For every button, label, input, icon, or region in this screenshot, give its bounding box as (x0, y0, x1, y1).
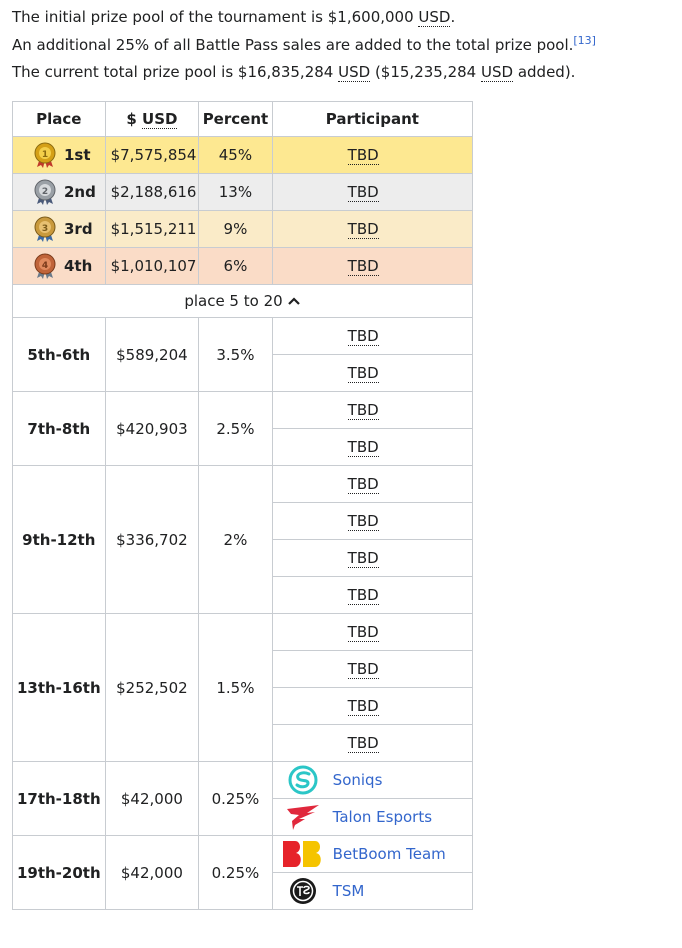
place-cell (13, 174, 106, 211)
tbd-link[interactable]: TBD (347, 364, 379, 382)
percent-cell: 0.25% (199, 836, 272, 910)
expand-toggle-cell (13, 285, 473, 318)
reference-link[interactable]: [13] (573, 33, 596, 47)
gold-medal-icon (32, 142, 58, 168)
place-cell: 19th-20th (13, 836, 106, 910)
intro-text: An additional 25% of all Battle Pass sales are added to the total prize pool. (12, 35, 574, 54)
usd-cell: $1,515,211 (105, 211, 199, 248)
tbd-link[interactable]: TBD (347, 475, 379, 493)
usd-cell: $2,188,616 (105, 174, 199, 211)
tbd-link[interactable]: TBD (347, 327, 379, 345)
header-place: Place (13, 102, 106, 137)
usd-prefix: $ (126, 110, 143, 128)
percent-cell: 9% (199, 211, 272, 248)
team-link-soniqs[interactable]: Soniqs (332, 771, 383, 789)
table-row-19th-20th (13, 836, 473, 873)
participant-cell (272, 174, 472, 211)
participant-cell (272, 799, 472, 836)
table-row-3rd (13, 211, 473, 248)
table-row-7th-8th (13, 392, 473, 429)
place-cell: 13th-16th (13, 614, 106, 762)
place-label: 2nd (64, 183, 96, 201)
usd-abbr: USD (142, 110, 178, 128)
team-link-talon-esports[interactable]: Talon Esports (332, 808, 433, 826)
participant-cell (272, 577, 472, 614)
table-row-5th-6th (13, 318, 473, 355)
participant-cell (272, 466, 472, 503)
percent-cell: 45% (199, 137, 272, 174)
tsm-logo-icon[interactable] (273, 876, 333, 906)
participant-cell (272, 392, 472, 429)
place-label: 3rd (64, 220, 93, 238)
participant-cell (272, 651, 472, 688)
silver-medal-icon (32, 179, 58, 205)
header-participant: Participant (272, 102, 472, 137)
soniqs-logo-icon[interactable] (273, 765, 333, 795)
usd-cell: $420,903 (105, 392, 199, 466)
svg-text:4: 4 (41, 261, 49, 271)
tbd-link[interactable]: TBD (347, 586, 379, 604)
place-cell: 9th-12th (13, 466, 106, 614)
usd-cell: $7,575,854 (105, 137, 199, 174)
tbd-link[interactable]: TBD (347, 512, 379, 530)
collapse-places-toggle[interactable] (184, 292, 300, 310)
tbd-link[interactable]: TBD (347, 623, 379, 641)
usd-cell: $42,000 (105, 836, 199, 910)
intro-text: The initial prize pool of the tournament is $1,600,000 (12, 8, 419, 26)
percent-cell: 2% (199, 466, 272, 614)
tbd-link[interactable]: TBD (347, 401, 379, 419)
table-header-row (13, 102, 473, 137)
usd-cell: $1,010,107 (105, 248, 199, 285)
intro-text: The current total prize pool is $16,835,284 (12, 63, 339, 81)
betboom-logo-icon[interactable] (273, 839, 333, 869)
svg-text:2: 2 (41, 187, 49, 197)
percent-cell: 1.5% (199, 614, 272, 762)
usd-abbr: USD (481, 63, 514, 81)
team-link-tsm[interactable]: TSM (332, 882, 365, 900)
place-cell (13, 137, 106, 174)
participant-cell (272, 248, 472, 285)
participant-cell (272, 137, 472, 174)
tbd-link[interactable]: TBD (347, 734, 379, 752)
percent-cell: 13% (199, 174, 272, 211)
place-cell: 7th-8th (13, 392, 106, 466)
usd-cell: $589,204 (105, 318, 199, 392)
place-label: 4th (64, 257, 93, 275)
tbd-link[interactable]: TBD (347, 549, 379, 567)
participant-cell (272, 688, 472, 725)
copper-medal-icon (32, 253, 58, 279)
usd-abbr: USD (418, 8, 451, 26)
toggle-label: place 5 to 20 (184, 292, 283, 310)
tbd-link[interactable]: TBD (347, 183, 379, 201)
prize-pool-intro (0, 0, 682, 87)
tbd-link[interactable]: TBD (347, 438, 379, 456)
svg-text:1: 1 (41, 150, 49, 160)
expand-toggle-row (13, 285, 473, 318)
intro-line-initial (12, 4, 682, 32)
bronze-medal-icon (32, 216, 58, 242)
table-row-1st (13, 137, 473, 174)
participant-cell (272, 836, 472, 873)
table-row-9th-12th (13, 466, 473, 503)
svg-text:3: 3 (41, 224, 49, 234)
intro-line-current-total (12, 59, 682, 87)
usd-abbr: USD (338, 63, 371, 81)
percent-cell: 0.25% (199, 762, 272, 836)
chevron-up-icon (287, 296, 301, 306)
percent-cell: 6% (199, 248, 272, 285)
place-cell (13, 211, 106, 248)
usd-cell: $252,502 (105, 614, 199, 762)
place-cell: 5th-6th (13, 318, 106, 392)
participant-cell (272, 429, 472, 466)
participant-cell (272, 318, 472, 355)
intro-text: added). (513, 63, 576, 81)
percent-cell: 2.5% (199, 392, 272, 466)
team-link-betboom-team[interactable]: BetBoom Team (332, 845, 446, 863)
prize-pool-table (12, 101, 473, 910)
intro-line-battle-pass (12, 32, 682, 60)
tbd-link[interactable]: TBD (347, 257, 379, 275)
participant-cell (272, 614, 472, 651)
tbd-link[interactable]: TBD (347, 146, 379, 164)
table-row-13th-16th (13, 614, 473, 651)
participant-cell (272, 873, 472, 910)
participant-cell (272, 211, 472, 248)
participant-cell (272, 762, 472, 799)
intro-text: . (450, 8, 456, 26)
tbd-link[interactable]: TBD (347, 697, 379, 715)
place-cell (13, 248, 106, 285)
tbd-link[interactable]: TBD (347, 660, 379, 678)
tbd-link[interactable]: TBD (347, 220, 379, 238)
percent-cell: 3.5% (199, 318, 272, 392)
header-usd (105, 102, 199, 137)
participant-cell (272, 540, 472, 577)
talon-esports-logo-icon[interactable] (273, 803, 333, 831)
usd-cell: $336,702 (105, 466, 199, 614)
table-row-4th (13, 248, 473, 285)
participant-cell (272, 725, 472, 762)
participant-cell (272, 503, 472, 540)
table-row-17th-18th (13, 762, 473, 799)
participant-cell (272, 355, 472, 392)
table-row-2nd (13, 174, 473, 211)
header-percent: Percent (199, 102, 272, 137)
place-label: 1st (64, 146, 91, 164)
usd-cell: $42,000 (105, 762, 199, 836)
place-cell: 17th-18th (13, 762, 106, 836)
intro-text: ($15,235,284 (370, 63, 481, 81)
